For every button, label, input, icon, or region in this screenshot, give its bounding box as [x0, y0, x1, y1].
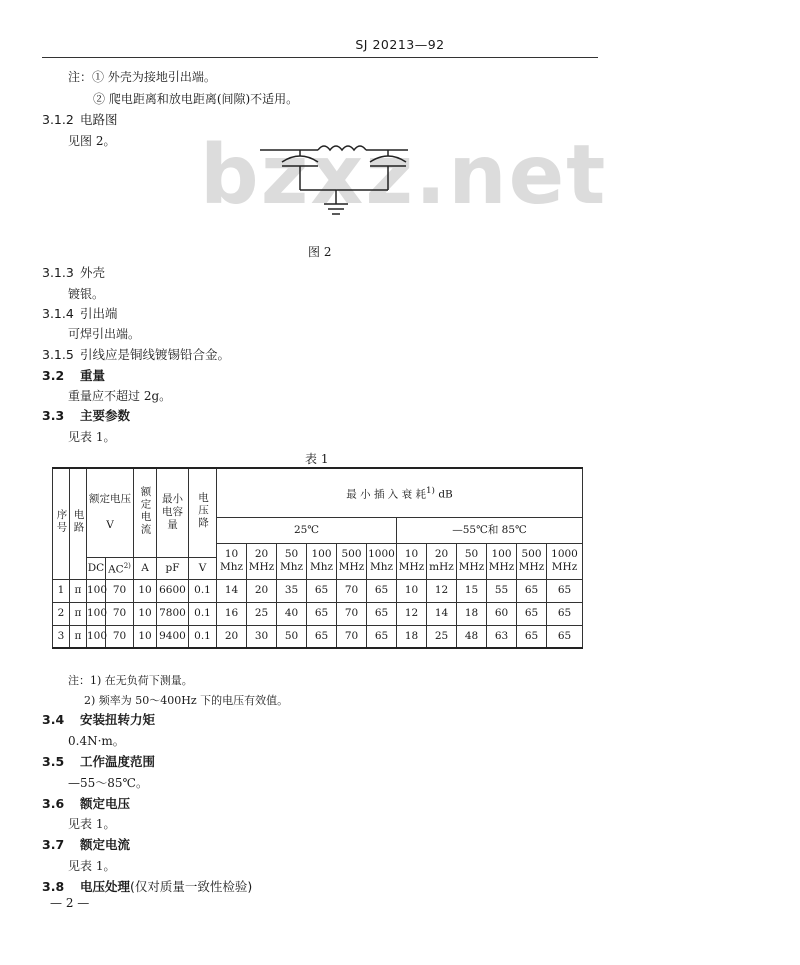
- section-number: 3.6: [42, 796, 65, 811]
- section-title: 主要参数: [80, 408, 131, 423]
- section-number: 3.1.3: [42, 265, 74, 280]
- freq-header: 100 MHz: [487, 543, 517, 579]
- section-3-7-text: 见表 1。: [68, 859, 116, 873]
- circuit-diagram: [260, 138, 440, 222]
- header-capacitance: 最小电容量: [157, 468, 189, 557]
- header-ac: AC$^{2)}$: [106, 557, 134, 579]
- section-number: 3.1.5: [42, 347, 74, 362]
- section-3-2-text: 重量应不超过 2g。: [68, 389, 172, 403]
- freq-header: 10 Mhz: [217, 543, 247, 579]
- section-number: 3.4: [42, 712, 65, 727]
- section-title: 额定电流: [80, 837, 131, 852]
- header-rated-voltage: 额定电压 V: [87, 468, 134, 557]
- table-row: 1 π 100 70 10 6600 0.1 14 20 35 65 70 65 10 12 15 55 65 65: [53, 579, 583, 602]
- freq-header: 500 MHz: [337, 543, 367, 579]
- section-3-2: [42, 366, 105, 384]
- section-title: 额定电压: [80, 796, 131, 811]
- section-3-8: [42, 877, 252, 895]
- header-circuit: 电路: [70, 468, 87, 579]
- parameters-table: [52, 467, 583, 649]
- section-3-3-text: 见表 1。: [68, 430, 116, 444]
- note-top-2: ② 爬电距离和放电距离(间隙)不适用。: [93, 92, 299, 106]
- freq-header: 100 Mhz: [307, 543, 337, 579]
- section-3-1-3: [42, 263, 105, 281]
- unit-pf: pF: [157, 557, 189, 579]
- section-3-6: [42, 794, 130, 812]
- section-3-1-4-text: 可焊引出端。: [68, 327, 141, 341]
- page-number: — 2 —: [50, 896, 90, 910]
- watermark: bzxz.net: [200, 128, 608, 223]
- freq-header: 50 MHz: [457, 543, 487, 579]
- section-3-3: [42, 406, 130, 424]
- unit-a: A: [134, 557, 157, 579]
- header-voltage-drop: 电压降: [189, 468, 217, 557]
- section-number: 3.3: [42, 408, 65, 423]
- freq-header: 1000 Mhz: [367, 543, 397, 579]
- section-title: 引线应是铜线镀锡铅合金。: [80, 347, 231, 362]
- freq-header: 20 MHz: [247, 543, 277, 579]
- section-title-suffix: (仅对质量一致性检验): [130, 879, 253, 894]
- section-number: 3.1.4: [42, 306, 74, 321]
- header-seq: 序号: [53, 468, 70, 579]
- section-number: 3.1.2: [42, 112, 74, 127]
- header-dc: DC: [87, 557, 106, 579]
- table-caption: 表 1: [305, 452, 329, 466]
- section-3-1-2: [42, 110, 118, 128]
- section-3-6-text: 见表 1。: [68, 817, 116, 831]
- section-3-1-5: [42, 345, 230, 363]
- document-header: SJ 20213—92: [355, 37, 445, 52]
- freq-header: 10 MHz: [397, 543, 427, 579]
- freq-header: 20 mHz: [427, 543, 457, 579]
- freq-header: 1000 MHz: [547, 543, 583, 579]
- header-insertion-loss: 最 小 插 入 衰 耗$^{1)}$ dB: [217, 468, 583, 517]
- table-note-1: 注：1) 在无负荷下测量。: [68, 674, 193, 687]
- section-3-4: [42, 710, 155, 728]
- section-number: 3.7: [42, 837, 65, 852]
- section-title: 工作温度范围: [80, 754, 156, 769]
- section-title: 引出端: [80, 306, 118, 321]
- header-25c: 25℃: [217, 517, 397, 543]
- note-top-1: 注：① 外壳为接地引出端。: [68, 70, 216, 84]
- section-title: 外壳: [80, 265, 106, 280]
- section-number: 3.2: [42, 368, 65, 383]
- section-title: 电路图: [80, 112, 118, 127]
- unit-v: V: [189, 557, 217, 579]
- section-3-7: [42, 835, 130, 853]
- section-title: 安装扭转力矩: [80, 712, 156, 727]
- section-title: 重量: [80, 368, 106, 383]
- header-rated-current: 额定电流: [134, 468, 157, 557]
- freq-header: 500 MHz: [517, 543, 547, 579]
- section-number: 3.8: [42, 879, 65, 894]
- section-3-4-text: 0.4N·m。: [68, 734, 125, 748]
- figure-caption: 图 2: [308, 245, 332, 259]
- table-row: 2 π 100 70 10 7800 0.1 16 25 40 65 70 65 12 14 18 60 65 65: [53, 602, 583, 625]
- table-note-2: 2) 频率为 50～400Hz 下的电压有效值。: [84, 694, 289, 707]
- header-55c-85c: —55℃和 85℃: [397, 517, 583, 543]
- section-3-1-4: [42, 304, 118, 322]
- section-3-1-2-text: 见图 2。: [68, 134, 116, 148]
- freq-header: 50 Mhz: [277, 543, 307, 579]
- section-3-5-text: —55～85℃。: [68, 776, 148, 790]
- section-number: 3.5: [42, 754, 65, 769]
- header-rule: [42, 57, 598, 58]
- section-title: 电压处理: [80, 879, 131, 894]
- table-row: 3 π 100 70 10 9400 0.1 20 30 50 65 70 65 18 25 48 63 65 65: [53, 625, 583, 648]
- section-3-1-3-text: 镀银。: [68, 287, 105, 301]
- section-3-5: [42, 752, 155, 770]
